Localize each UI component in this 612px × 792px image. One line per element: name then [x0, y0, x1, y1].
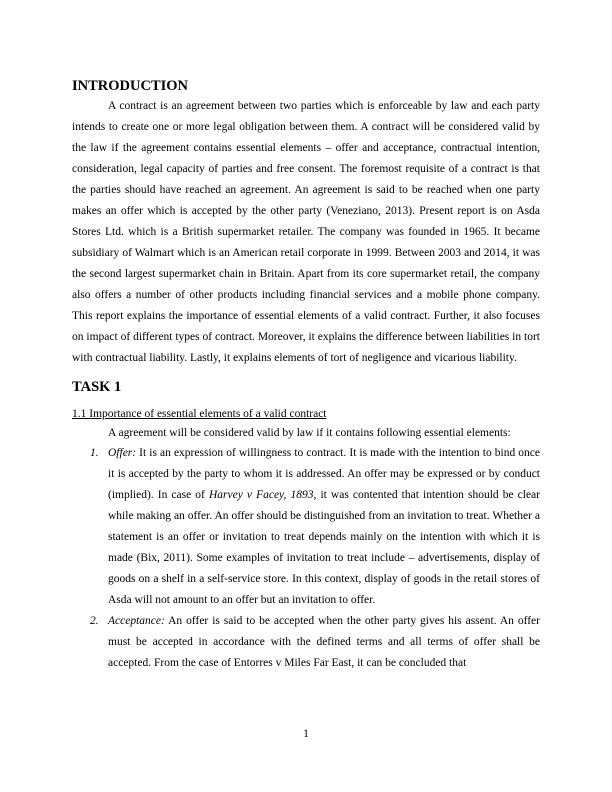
essential-elements-list: [72, 443, 540, 674]
task-heading: TASK 1: [72, 379, 122, 395]
list-item-text-continued: it was contented that intention should be clear while making an offer. An offer should be distinguished from an invitation to treat. Whether a statement is an offer or invitation to treat depends mainly on the intention with which it is made (Bix, 2011). Some examples of invitation to treat include – advertisements, display of goods on a shelf in a self-service store. In this context, display of goods in the retail stores of Asda will not amount to an offer but an invitation to offer.: [108, 489, 540, 606]
list-item-text: It is an expression of willingness to contract. It is made with the intention to bind once it is accepted by the party to whom it is addressed. An offer may be expressed or by conduct (implied). In case of: [108, 447, 540, 501]
list-item-text: An offer is said to be accepted when the other party gives his assent. An offer must be accepted in accordance with the defined terms and all terms of offer shall be accepted. From the case of Entorres v Miles Far East, it can be concluded that: [108, 615, 540, 669]
list-item-term: Offer:: [108, 447, 137, 459]
page-content: [72, 76, 540, 674]
page-number: 1: [303, 728, 309, 740]
introduction-heading: INTRODUCTION: [72, 78, 189, 94]
list-item-offer: [72, 443, 540, 611]
case-citation: Harvey v Facey, 1893,: [208, 489, 317, 501]
introduction-paragraph: A contract is an agreement between two parties which is enforceable by law and each party intends to create one or more legal obligation between them. A contract will be considered valid by the law if the agreement contains essential elements – offer and acceptance, contractual intention, consideration, legal capacity of parties and free consent. The foremost requisite of a contract is that the parties should have reached an agreement. An agreement is said to be reached when one party makes an offer which is accepted by the other party (Veneziano, 2013). Present report is on Asda Stores Ltd. which is a British supermarket retailer. The company was founded in 1965. It became subsidiary of Walmart which is an American retail corporate in 1999. Between 2003 and 2014, it was the second largest supermarket chain in Britain. Apart from its core supermarket retail, the company also offers a number of other products including financial services and a mobile phone company. This report explains the importance of essential elements of a valid contract. Further, it also focuses on impact of different types of contract. Moreover, it explains the difference between liabilities in tort with contractual liability. Lastly, it explains elements of tort of negligence and vicarious liability.: [72, 100, 540, 364]
section-subheading: 1.1 Importance of essential elements of a valid contract: [72, 408, 327, 420]
list-item-acceptance: [72, 611, 540, 674]
section-lead-sentence: A agreement will be considered valid by law if it contains following essential elements:: [108, 427, 511, 439]
list-item-term: Acceptance:: [108, 615, 165, 627]
list-item-number: 2.: [90, 615, 99, 627]
list-item-number: 1.: [90, 447, 99, 459]
